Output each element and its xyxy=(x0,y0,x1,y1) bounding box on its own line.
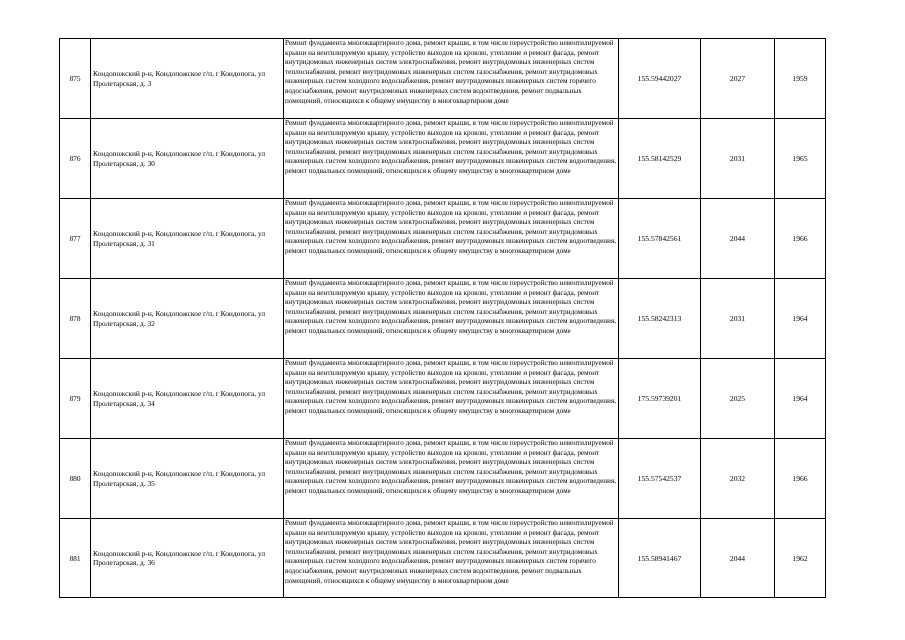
works-cell: Ремонт фундамента многоквартирного дома, ремонт крыши, в том числе переустройство невентилируемой крыши на вентилируемую крышу, устройство выходов на кровлю, утепление и ремонт фасада, ремонт внутридомовых инженерных систем электроснабжения, ремонт внутридомовых инженерных систем теплоснабжения, ремонт внутридомовых инженерных систем газоснабжения, ремонт внутридомовых инженерных систем холодного водоснабжения, ремонт внутридомовых инженерных систем горячего водоснабжения, ремонт внутридомовых инженерных систем водоотведения, ремонт подвальных помещений, относящихся к общему имуществу в многоквартирном доме xyxy=(284,519,619,598)
repair-year-cell: 2044 xyxy=(701,519,775,598)
table-row xyxy=(60,359,826,439)
row-number-cell: 877 xyxy=(60,199,91,279)
row-number-cell: 881 xyxy=(60,519,91,598)
repair-year-cell: 2027 xyxy=(701,39,775,119)
repair-year-cell: 2031 xyxy=(701,119,775,199)
build-year-cell: 1964 xyxy=(775,279,826,359)
row-number-cell: 875 xyxy=(60,39,91,119)
works-cell: Ремонт фундамента многоквартирного дома, ремонт крыши, в том числе переустройство невентилируемой крыши на вентилируемую крышу, устройство выходов на кровлю, утепление и ремонт фасада, ремонт внутридомовых инженерных систем электроснабжения, ремонт внутридомовых инженерных систем теплоснабжения, ремонт внутридомовых инженерных систем газоснабжения, ремонт внутридомовых инженерных систем холодного водоснабжения, ремонт внутридомовых инженерных систем водоотведения, ремонт подвальных помещений, относящихся к общему имуществу в многоквартирном доме xyxy=(284,119,619,199)
table-row xyxy=(60,199,826,279)
row-number-cell: 880 xyxy=(60,439,91,519)
area-cell: 155.58142529 xyxy=(619,119,701,199)
repair-year-cell: 2025 xyxy=(701,359,775,439)
repair-year-cell: 2032 xyxy=(701,439,775,519)
address-cell: Кондопожский р-н, Кондопожское г/п, г Кондопога, ул Пролетарская, д. 35 xyxy=(91,439,284,519)
works-cell: Ремонт фундамента многоквартирного дома, ремонт крыши, в том числе переустройство невентилируемой крыши на вентилируемую крышу, устройство выходов на кровлю, утепление и ремонт фасада, ремонт внутридомовых инженерных систем электроснабжения, ремонт внутридомовых инженерных систем теплоснабжения, ремонт внутридомовых инженерных систем газоснабжения, ремонт внутридомовых инженерных систем холодного водоснабжения, ремонт внутридомовых инженерных систем водоотведения, ремонт подвальных помещений, относящихся к общему имуществу в многоквартирном доме xyxy=(284,439,619,519)
table-row xyxy=(60,279,826,359)
table-row xyxy=(60,39,826,119)
works-cell: Ремонт фундамента многоквартирного дома, ремонт крыши, в том числе переустройство невентилируемой крыши на вентилируемую крышу, устройство выходов на кровлю, утепление и ремонт фасада, ремонт внутридомовых инженерных систем электроснабжения, ремонт внутридомовых инженерных систем теплоснабжения, ремонт внутридомовых инженерных систем газоснабжения, ремонт внутридомовых инженерных систем холодного водоснабжения, ремонт внутридомовых инженерных систем водоотведения, ремонт подвальных помещений, относящихся к общему имуществу в многоквартирном доме xyxy=(284,199,619,279)
address-cell: Кондопожский р-н, Кондопожское г/п, г Кондопога, ул Пролетарская, д. 34 xyxy=(91,359,284,439)
address-cell: Кондопожский р-н, Кондопожское г/п, г Кондопога, ул Пролетарская, д. 32 xyxy=(91,279,284,359)
build-year-cell: 1966 xyxy=(775,199,826,279)
repair-year-cell: 2031 xyxy=(701,279,775,359)
build-year-cell: 1966 xyxy=(775,439,826,519)
build-year-cell: 1959 xyxy=(775,39,826,119)
works-cell: Ремонт фундамента многоквартирного дома, ремонт крыши, в том числе переустройство невентилируемой крыши на вентилируемую крышу, устройство выходов на кровлю, утепление и ремонт фасада, ремонт внутридомовых инженерных систем электроснабжения, ремонт внутридомовых инженерных систем теплоснабжения, ремонт внутридомовых инженерных систем газоснабжения, ремонт внутридомовых инженерных систем холодного водоснабжения, ремонт внутридомовых инженерных систем горячего водоснабжения, ремонт внутридомовых инженерных систем водоотведения, ремонт подвальных помещений, относящихся к общему имуществу в многоквартирном доме xyxy=(284,39,619,119)
capital-repair-table xyxy=(59,38,826,598)
repair-year-cell: 2044 xyxy=(701,199,775,279)
area-cell: 155.57842561 xyxy=(619,199,701,279)
address-cell: Кондопожский р-н, Кондопожское г/п, г Кондопога, ул Пролетарская, д. 31 xyxy=(91,199,284,279)
area-cell: 155.57542537 xyxy=(619,439,701,519)
row-number-cell: 878 xyxy=(60,279,91,359)
address-cell: Кондопожский р-н, Кондопожское г/п, г Кондопога, ул Пролетарская, д. 36 xyxy=(91,519,284,598)
table-row xyxy=(60,439,826,519)
area-cell: 155.59442027 xyxy=(619,39,701,119)
build-year-cell: 1965 xyxy=(775,119,826,199)
works-cell: Ремонт фундамента многоквартирного дома, ремонт крыши, в том числе переустройство невентилируемой крыши на вентилируемую крышу, устройство выходов на кровлю, утепление и ремонт фасада, ремонт внутридомовых инженерных систем электроснабжения, ремонт внутридомовых инженерных систем теплоснабжения, ремонт внутридомовых инженерных систем газоснабжения, ремонт внутридомовых инженерных систем холодного водоснабжения, ремонт внутридомовых инженерных систем водоотведения, ремонт подвальных помещений, относящихся к общему имуществу в многоквартирном доме xyxy=(284,279,619,359)
table-row xyxy=(60,119,826,199)
address-cell: Кондопожский р-н, Кондопожское г/п, г Кондопога, ул Пролетарская, д. 30 xyxy=(91,119,284,199)
area-cell: 175.59739201 xyxy=(619,359,701,439)
table-row xyxy=(60,519,826,598)
works-cell: Ремонт фундамента многоквартирного дома, ремонт крыши, в том числе переустройство невентилируемой крыши на вентилируемую крышу, устройство выходов на кровлю, утепление и ремонт фасада, ремонт внутридомовых инженерных систем электроснабжения, ремонт внутридомовых инженерных систем теплоснабжения, ремонт внутридомовых инженерных систем газоснабжения, ремонт внутридомовых инженерных систем холодного водоснабжения, ремонт внутридомовых инженерных систем водоотведения, ремонт подвальных помещений, относящихся к общему имуществу в многоквартирном доме xyxy=(284,359,619,439)
row-number-cell: 876 xyxy=(60,119,91,199)
build-year-cell: 1964 xyxy=(775,359,826,439)
address-cell: Кондопожский р-н, Кондопожское г/п, г Кондопога, ул Пролетарская, д. 3 xyxy=(91,39,284,119)
area-cell: 155.58941467 xyxy=(619,519,701,598)
row-number-cell: 879 xyxy=(60,359,91,439)
area-cell: 155.58242313 xyxy=(619,279,701,359)
build-year-cell: 1962 xyxy=(775,519,826,598)
